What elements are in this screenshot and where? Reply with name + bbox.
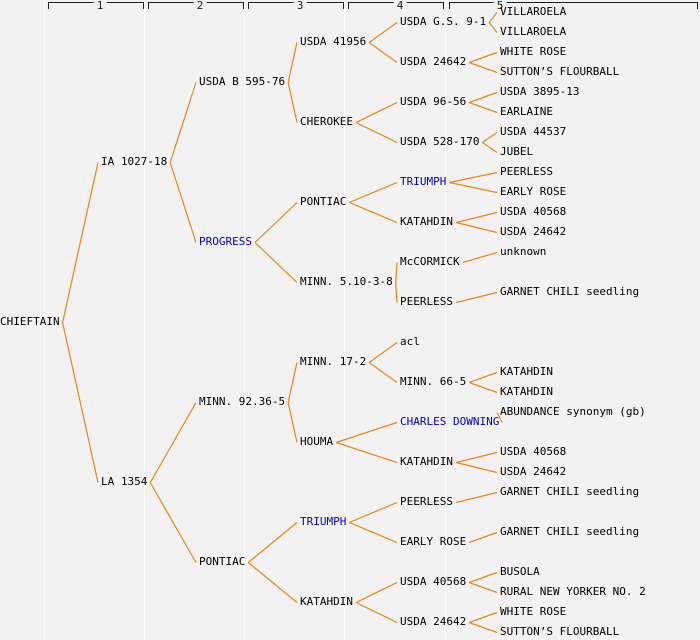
- node-minn-17-2: MINN. 17-2: [300, 355, 367, 368]
- node-progress[interactable]: PROGRESS: [199, 235, 252, 248]
- node-villaroela: VILLAROELA: [500, 5, 567, 18]
- pedigree-edge: [489, 23, 497, 33]
- node-houma: HOUMA: [300, 435, 334, 448]
- pedigree-edge: [170, 83, 196, 163]
- pedigree-edge: [469, 93, 497, 103]
- pedigree-edge: [349, 523, 397, 543]
- pedigree-edge: [63, 163, 98, 323]
- pedigree-edge: [369, 363, 397, 383]
- pedigree-edge: [349, 503, 397, 523]
- pedigree-edge: [449, 173, 497, 183]
- node-triumph[interactable]: TRIUMPH: [300, 515, 347, 528]
- node-white-rose: WHITE ROSE: [500, 45, 567, 58]
- pedigree-edge: [356, 103, 397, 123]
- pedigree-edge: [349, 203, 397, 223]
- node-earlaine: EARLAINE: [500, 105, 553, 118]
- node-peerless: PEERLESS: [500, 165, 553, 178]
- node-garnet-chili-seedling: GARNET CHILI seedling: [500, 485, 640, 498]
- pedigree-edge: [150, 403, 196, 483]
- node-katahdin: KATAHDIN: [500, 365, 553, 378]
- generation-label-4: 4: [394, 0, 407, 12]
- pedigree-edge: [469, 53, 497, 63]
- node-usda-24642: USDA 24642: [400, 55, 467, 68]
- pedigree-edge: [369, 343, 397, 363]
- pedigree-edge: [369, 43, 397, 63]
- node-minn-66-5: MINN. 66-5: [400, 375, 467, 388]
- pedigree-edge: [469, 573, 497, 583]
- pedigree-edge: [288, 43, 297, 83]
- pedigree-edge: [349, 183, 397, 203]
- pedigree-edge: [288, 403, 297, 443]
- pedigree-edge: [396, 283, 397, 303]
- node-cherokee: CHEROKEE: [300, 115, 353, 128]
- pedigree-edge: [369, 23, 397, 43]
- node-usda-40568: USDA 40568: [500, 205, 567, 218]
- pedigree-edge: [469, 613, 497, 623]
- generation-bracket: [450, 3, 698, 10]
- node-triumph[interactable]: TRIUMPH: [400, 175, 447, 188]
- node-usda-41956: USDA 41956: [300, 35, 367, 48]
- pedigree-edge: [288, 363, 297, 403]
- pedigree-edge: [463, 253, 497, 263]
- generation-label-3: 3: [294, 0, 307, 12]
- node-abundance-synonym-gb: ABUNDANCE synonym (gb): [500, 405, 646, 418]
- pedigree-edge: [255, 203, 297, 243]
- pedigree-edge: [469, 533, 497, 543]
- node-early-rose: EARLY ROSE: [400, 535, 467, 548]
- node-sutton-s-flourball: SUTTON’S FLOURBALL: [500, 625, 620, 638]
- pedigree-edge: [482, 133, 497, 143]
- node-charles-downing[interactable]: CHARLES DOWNING: [400, 415, 500, 428]
- node-jubel: JUBEL: [500, 145, 534, 158]
- node-garnet-chili-seedling: GARNET CHILI seedling: [500, 285, 640, 298]
- pedigree-edge: [469, 383, 497, 393]
- node-mccormick: McCORMICK: [400, 255, 460, 268]
- node-usda-24642: USDA 24642: [500, 465, 567, 478]
- node-usda-g-s-9-1: USDA G.S. 9-1: [400, 15, 487, 28]
- pedigree-edge: [449, 183, 497, 193]
- node-peerless: PEERLESS: [400, 495, 453, 508]
- generation-label-1: 1: [94, 0, 107, 12]
- node-ia-1027-18: IA 1027-18: [101, 155, 168, 168]
- node-usda-b-595-76: USDA B 595-76: [199, 75, 286, 88]
- pedigree-edge: [456, 213, 497, 223]
- pedigree-edge: [469, 583, 497, 593]
- pedigree-edge: [63, 323, 98, 483]
- pedigree-edge: [356, 603, 397, 623]
- node-usda-3895-13: USDA 3895-13: [500, 85, 580, 98]
- pedigree-edge: [456, 453, 497, 463]
- node-acl: acl: [400, 335, 420, 348]
- node-usda-96-56: USDA 96-56: [400, 95, 467, 108]
- node-early-rose: EARLY ROSE: [500, 185, 567, 198]
- node-peerless: PEERLESS: [400, 295, 453, 308]
- node-chieftain: CHIEFTAIN: [0, 315, 60, 328]
- pedigree-edge: [456, 463, 497, 473]
- pedigree-edge: [469, 103, 497, 113]
- pedigree-edge: [336, 423, 397, 443]
- pedigree-edge: [456, 293, 497, 303]
- node-busola: BUSOLA: [500, 565, 540, 578]
- node-katahdin: KATAHDIN: [400, 455, 453, 468]
- pedigree-edge: [248, 523, 297, 563]
- node-usda-40568: USDA 40568: [400, 575, 467, 588]
- node-usda-528-170: USDA 528-170: [400, 135, 480, 148]
- node-usda-44537: USDA 44537: [500, 125, 567, 138]
- pedigree-edge: [150, 483, 196, 563]
- pedigree-edge: [336, 443, 397, 463]
- pedigree-edge: [288, 83, 297, 123]
- pedigree-edge: [469, 623, 497, 633]
- node-white-rose: WHITE ROSE: [500, 605, 567, 618]
- node-katahdin: KATAHDIN: [500, 385, 553, 398]
- pedigree-edge: [469, 63, 497, 73]
- pedigree-edge: [456, 493, 497, 503]
- node-minn-92-36-5: MINN. 92.36-5: [199, 395, 286, 408]
- pedigree-edge: [469, 373, 497, 383]
- pedigree-edge: [489, 13, 497, 23]
- pedigree-edge: [356, 123, 397, 143]
- node-unknown: unknown: [500, 245, 547, 258]
- generation-label-2: 2: [194, 0, 207, 12]
- node-garnet-chili-seedling: GARNET CHILI seedling: [500, 525, 640, 538]
- pedigree-edge: [456, 223, 497, 233]
- pedigree-edge: [255, 243, 297, 283]
- generation-label-5: 5: [494, 0, 507, 12]
- pedigree-edge: [248, 563, 297, 603]
- node-usda-24642: USDA 24642: [400, 615, 467, 628]
- node-katahdin: KATAHDIN: [400, 215, 453, 228]
- node-usda-24642: USDA 24642: [500, 225, 567, 238]
- node-la-1354: LA 1354: [101, 475, 148, 488]
- node-rural-new-yorker-no-2: RURAL NEW YORKER NO. 2: [500, 585, 646, 598]
- pedigree-edge: [356, 583, 397, 603]
- pedigree-edge: [170, 163, 196, 243]
- pedigree-edge: [396, 263, 397, 283]
- pedigree-edge: [482, 143, 497, 153]
- node-minn-5-10-3-8: MINN. 5.10-3-8: [300, 275, 393, 288]
- node-sutton-s-flourball: SUTTON’S FLOURBALL: [500, 65, 620, 78]
- node-pontiac: PONTIAC: [300, 195, 347, 208]
- node-usda-40568: USDA 40568: [500, 445, 567, 458]
- node-katahdin: KATAHDIN: [300, 595, 353, 608]
- node-pontiac: PONTIAC: [199, 555, 246, 568]
- node-villaroela: VILLAROELA: [500, 25, 567, 38]
